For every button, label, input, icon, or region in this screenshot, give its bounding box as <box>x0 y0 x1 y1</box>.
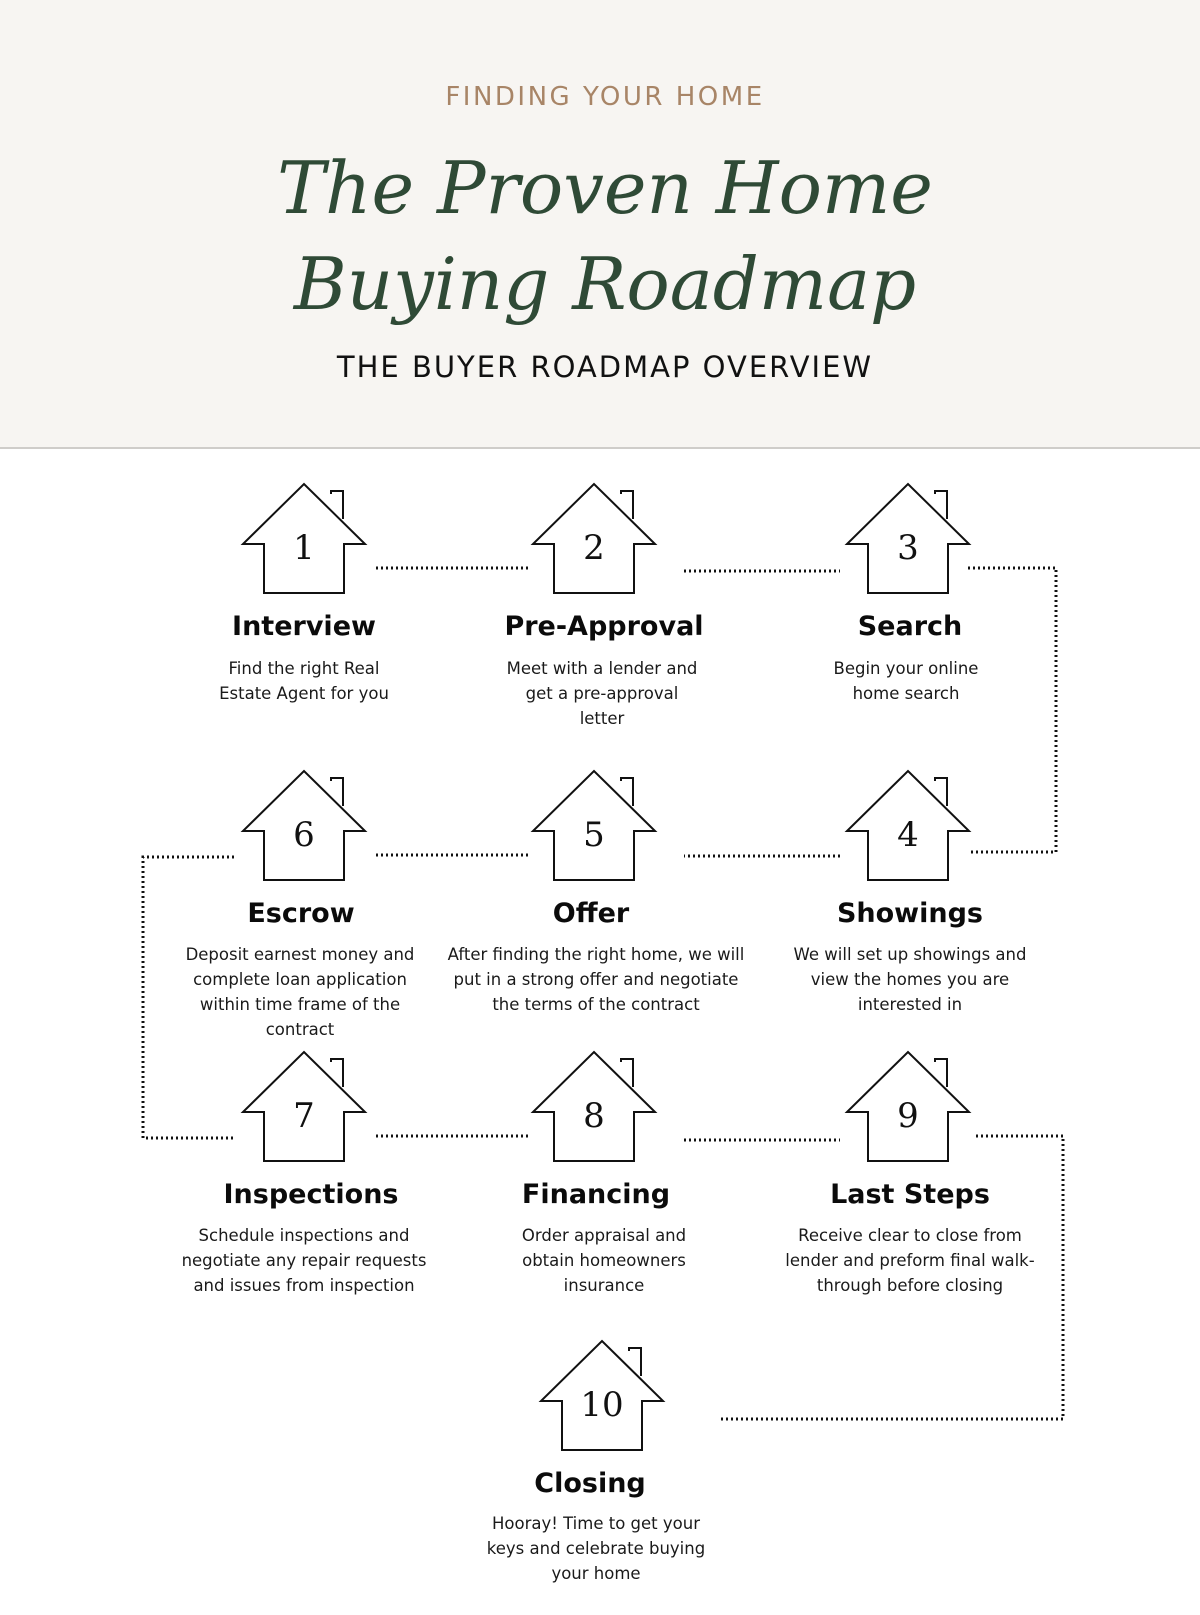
step-10-title: Closing <box>534 1468 646 1499</box>
step-3-title: Search <box>857 611 963 642</box>
step-7-title: Inspections <box>223 1179 399 1210</box>
step-10-number: 10 <box>580 1385 624 1425</box>
step-5-number: 5 <box>583 815 605 855</box>
step-1-description: Find the right Real Estate Agent for you <box>219 659 389 703</box>
step-1-number: 1 <box>293 528 315 568</box>
step-6-house <box>240 769 368 885</box>
step-8-house <box>530 1050 658 1166</box>
page-subtitle: THE BUYER ROADMAP OVERVIEW <box>336 350 874 384</box>
step-4-house <box>844 769 972 885</box>
step-4-title: Showings <box>836 898 984 929</box>
step-6-description: Deposit earnest money and complete loan application within time frame of the contract <box>185 945 415 1039</box>
step-9-house <box>844 1050 972 1166</box>
step-9-description: Receive clear to close from lender and preform final walk-through before closing <box>785 1226 1035 1295</box>
step-9-title: Last Steps <box>830 1179 990 1210</box>
step-3-number: 3 <box>897 528 919 568</box>
step-1-house <box>240 482 368 598</box>
step-1-title: Interview <box>232 611 376 642</box>
step-7-number: 7 <box>293 1096 315 1136</box>
step-8-description: Order appraisal and obtain homeowners insurance <box>521 1226 687 1295</box>
step-6-number: 6 <box>293 815 315 855</box>
step-5-description: After finding the right home, we will put in a strong offer and negotiate the terms of the contract <box>447 945 745 1014</box>
step-6-title: Escrow <box>247 898 355 929</box>
step-10-house <box>538 1339 666 1455</box>
step-2-title: Pre-Approval <box>504 611 704 642</box>
step-2-number: 2 <box>583 528 605 568</box>
page-title: The Proven Home Buying Roadmap <box>277 146 933 326</box>
eyebrow-text: FINDING YOUR HOME <box>445 82 765 112</box>
step-5-house <box>530 769 658 885</box>
step-8-number: 8 <box>583 1096 605 1136</box>
step-7-description: Schedule inspections and negotiate any repair requests and issues from inspection <box>181 1226 427 1295</box>
step-2-house <box>530 482 658 598</box>
step-3-description: Begin your online home search <box>833 659 979 703</box>
step-2-description: Meet with a lender and get a pre-approval letter <box>506 659 698 728</box>
step-9-number: 9 <box>897 1096 919 1136</box>
step-7-house <box>240 1050 368 1166</box>
step-8-title: Financing <box>521 1179 671 1210</box>
step-3-house <box>844 482 972 598</box>
step-4-number: 4 <box>897 815 919 855</box>
step-5-title: Offer <box>552 898 630 929</box>
step-4-description: We will set up showings and view the homes you are interested in <box>793 945 1027 1014</box>
step-10-description: Hooray! Time to get your keys and celebrate buying your home <box>486 1514 706 1583</box>
